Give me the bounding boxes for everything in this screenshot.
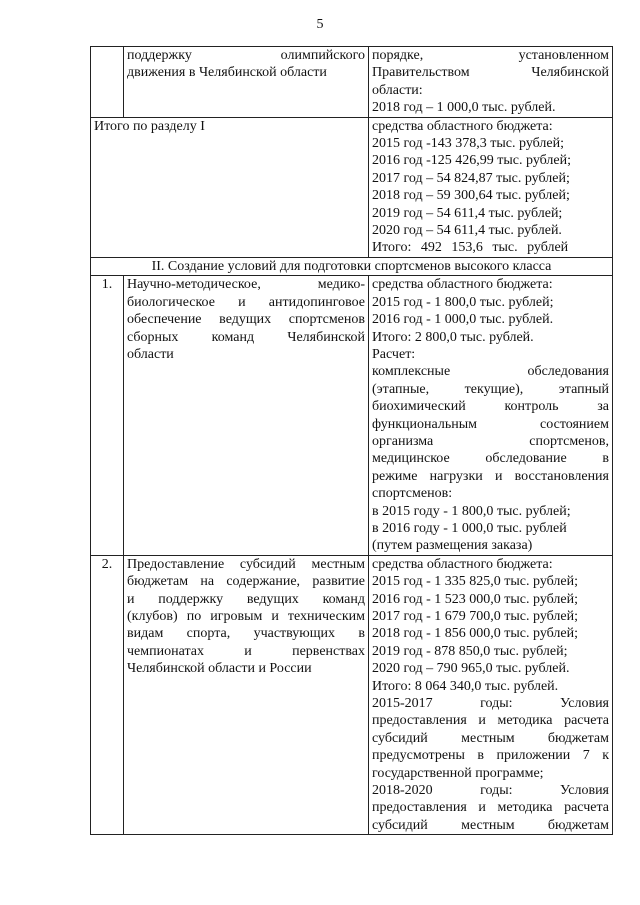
total-label-cell <box>91 117 369 257</box>
text-line: государственной программе; <box>372 765 544 781</box>
text-line: 2018 год – 59 300,64 тыс. рублей; <box>372 188 570 204</box>
row-description <box>124 276 369 556</box>
text-line: области <box>127 346 174 362</box>
text-line: биологическое и антидопинговое <box>127 294 365 310</box>
text-line: средства областного бюджета: <box>372 277 553 293</box>
row-funding <box>369 276 613 556</box>
text-line: и поддержку ведущих команд <box>127 591 365 607</box>
text-line: 2017 год - 1 679 700,0 тыс. рублей; <box>372 609 579 624</box>
program-table <box>90 46 613 835</box>
row-number: 1. <box>91 276 124 556</box>
text-line: видам спорта, участвующих в <box>127 626 365 642</box>
text-line: Итого: 2 800,0 тыс. рублей. <box>372 329 534 345</box>
text-line: биохимический контроль за <box>372 399 609 415</box>
text-line: субсидий местным бюджетам <box>372 817 609 833</box>
text-line: обеспечение ведущих спортсменов <box>127 312 365 328</box>
text-line: 2015 год - 1 335 825,0 тыс. рублей; <box>372 574 579 590</box>
text-line: 2018-2020 годы: Условия <box>372 783 609 799</box>
text-line: 2020 год – 54 611,4 тыс. рублей. <box>372 223 562 239</box>
text-line: поддержку олимпийского <box>127 48 365 63</box>
text-line: (путем размещения заказа) <box>372 538 533 554</box>
text-line: Правительством Челябинской <box>372 65 609 81</box>
text-line: области: <box>372 82 423 98</box>
text-line: предоставления и методика расчета <box>372 800 609 816</box>
text-line: средства областного бюджета: <box>372 556 553 572</box>
text-line: Итого: 492 153,6 тыс. рублей <box>372 240 569 256</box>
text-line: движения в Челябинской области <box>127 65 327 81</box>
text-line: 2016 год -125 426,99 тыс. рублей; <box>372 153 572 169</box>
row-number: 2. <box>91 555 124 835</box>
text-line: 2017 год – 54 824,87 тыс. рублей; <box>372 170 570 186</box>
text-line: Расчет: <box>372 346 416 362</box>
continuation-row <box>91 47 613 118</box>
table-row <box>91 276 613 556</box>
section-title: II. Создание условий для подготовки спортсменов высокого класса <box>91 257 613 275</box>
text-line: Челябинской области и России <box>127 661 312 677</box>
text-line: 2019 год - 878 850,0 тыс. рублей; <box>372 643 568 659</box>
text-line: предусмотрены в приложении 7 к <box>372 748 609 764</box>
text-line: медицинское обследование в <box>372 451 609 467</box>
text-line: 2015 год - 1 800,0 тыс. рублей; <box>372 294 554 310</box>
text-line: 2016 год - 1 523 000,0 тыс. рублей; <box>372 591 579 607</box>
text-line: сборных команд Челябинской <box>127 329 365 345</box>
text-line: Итого: 8 064 340,0 тыс. рублей. <box>372 678 559 694</box>
text-line: Научно-методическое, медико- <box>127 277 365 293</box>
text-line: в 2015 году - 1 800,0 тыс. рублей; <box>372 503 571 519</box>
total-label: Итого по разделу I <box>94 118 205 134</box>
text-line: 2016 год - 1 000,0 тыс. рублей. <box>372 312 554 328</box>
text-line: режиме нагрузки и восстановления <box>372 468 609 484</box>
text-line: чемпионатах и первенствах <box>127 643 365 659</box>
table-row <box>91 555 613 835</box>
text-line: комплексные обследования <box>372 364 609 380</box>
cell-continuation-funding <box>369 47 613 118</box>
text-line: 2018 год - 1 856 000,0 тыс. рублей; <box>372 626 579 642</box>
text-line: (клубов) по игровым и техническим <box>127 609 365 624</box>
text-line: 2018 год – 1 000,0 тыс. рублей. <box>372 100 556 116</box>
text-line: Предоставление субсидий местным <box>127 556 365 572</box>
section-header-row <box>91 257 613 275</box>
text-line: 2020 год – 790 965,0 тыс. рублей. <box>372 661 570 677</box>
text-line: в 2016 году - 1 000,0 тыс. рублей <box>372 520 567 536</box>
text-line: функциональным состоянием <box>372 416 609 432</box>
text-line: спортсменов: <box>372 486 453 502</box>
text-line: 2019 год – 54 611,4 тыс. рублей; <box>372 205 563 221</box>
cell-continuation-desc <box>124 47 369 118</box>
row-description <box>124 555 369 835</box>
text-line: субсидий местным бюджетам <box>372 730 609 746</box>
row-funding <box>369 555 613 835</box>
text-line: предоставления и методика расчета <box>372 713 609 729</box>
cell-num-empty <box>91 47 124 118</box>
page-number: 5 <box>316 17 324 32</box>
section-total-row <box>91 117 613 257</box>
text-line: 2015 год -143 378,3 тыс. рублей; <box>372 136 565 152</box>
text-line: бюджетам на содержание, развитие <box>127 574 365 590</box>
text-line: организма спортсменов, <box>372 433 609 449</box>
text-line: 2015-2017 годы: Условия <box>372 696 609 712</box>
text-line: (этапные, текущие), этапный <box>372 381 609 397</box>
total-funding-cell <box>369 117 613 257</box>
text-line: средства областного бюджета: <box>372 118 553 134</box>
text-line: порядке, установленном <box>372 48 609 63</box>
